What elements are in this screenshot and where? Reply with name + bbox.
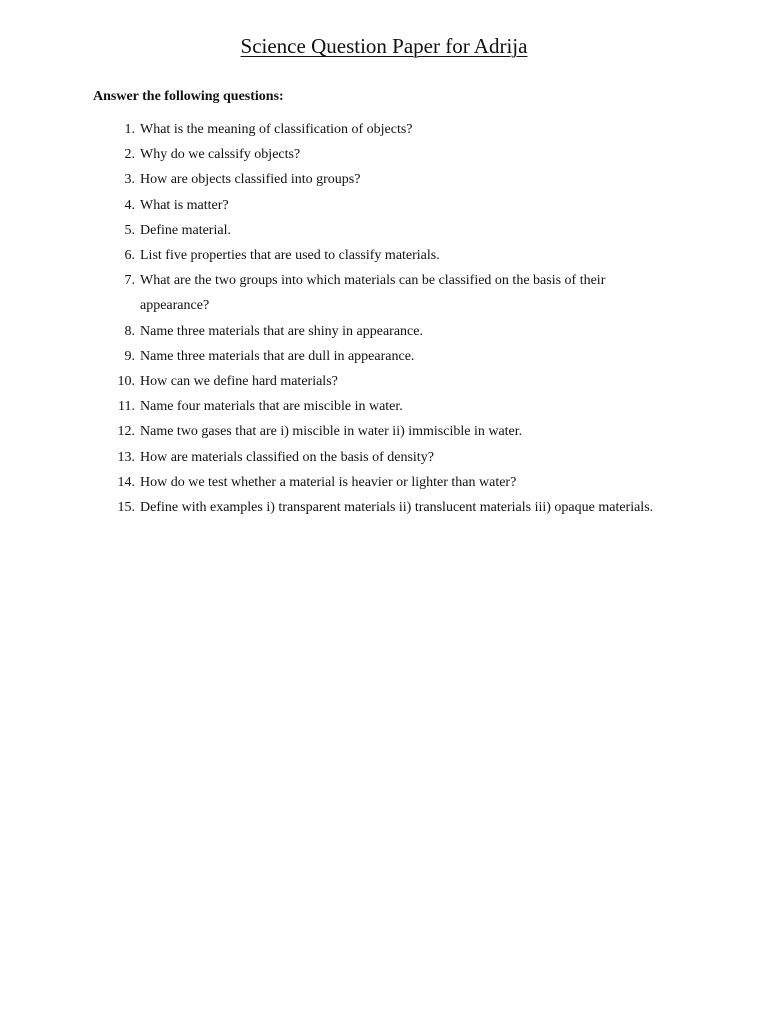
page-title: Science Question Paper for Adrija	[240, 34, 528, 58]
question-number: 4.	[124, 197, 135, 213]
question-text: How can we define hard materials?	[140, 374, 338, 390]
question-number: 6.	[124, 248, 135, 264]
question-number: 7.	[124, 273, 135, 289]
question-text: Name two gases that are i) miscible in water ii) immiscible in water.	[140, 424, 523, 440]
question-number: 2.	[124, 147, 135, 163]
question-item	[0, 394, 768, 419]
question-item	[0, 445, 768, 470]
instruction-heading: Answer the following questions:	[93, 89, 284, 104]
question-item	[0, 117, 768, 142]
question-text: Name three materials that are dull in appearance.	[140, 348, 415, 364]
question-number: 13.	[117, 449, 135, 465]
question-number: 3.	[124, 172, 135, 188]
question-number: 5.	[124, 222, 135, 238]
question-text: What is the meaning of classification of objects?	[140, 122, 413, 137]
question-number: 1.	[124, 122, 135, 137]
question-number: 8.	[124, 323, 135, 339]
question-text: Define material.	[140, 222, 231, 238]
question-item	[0, 344, 768, 369]
question-item	[0, 243, 768, 268]
question-number: 9.	[124, 348, 135, 364]
question-item	[0, 419, 768, 444]
question-text: What is matter?	[140, 197, 229, 213]
question-text: What are the two groups into which materials can be classified on the basis of their appearance?	[140, 273, 606, 314]
question-item	[0, 495, 768, 520]
question-number: 15.	[117, 500, 135, 516]
question-text: Name four materials that are miscible in water.	[140, 399, 403, 415]
question-text: How do we test whether a material is heavier or lighter than water?	[140, 474, 517, 490]
question-text: Define with examples i) transparent materials ii) translucent materials iii) opaque materials.	[140, 500, 654, 516]
question-number: 14.	[117, 474, 135, 490]
question-text: Name three materials that are shiny in appearance.	[140, 323, 423, 339]
question-item	[0, 218, 768, 243]
question-list	[0, 117, 768, 520]
question-item	[0, 369, 768, 394]
question-item	[0, 167, 768, 192]
question-number: 10.	[117, 374, 135, 390]
question-text: List five properties that are used to classify materials.	[140, 248, 440, 264]
question-item	[0, 142, 768, 167]
question-item	[0, 193, 768, 218]
question-number: 11.	[118, 399, 135, 415]
question-item	[0, 470, 768, 495]
question-text: How are objects classified into groups?	[140, 172, 361, 188]
question-number: 12.	[117, 424, 135, 440]
question-item	[0, 268, 768, 318]
question-item	[0, 319, 768, 344]
question-text: How are materials classified on the basis of density?	[140, 449, 434, 465]
question-text: Why do we calssify objects?	[140, 147, 301, 163]
